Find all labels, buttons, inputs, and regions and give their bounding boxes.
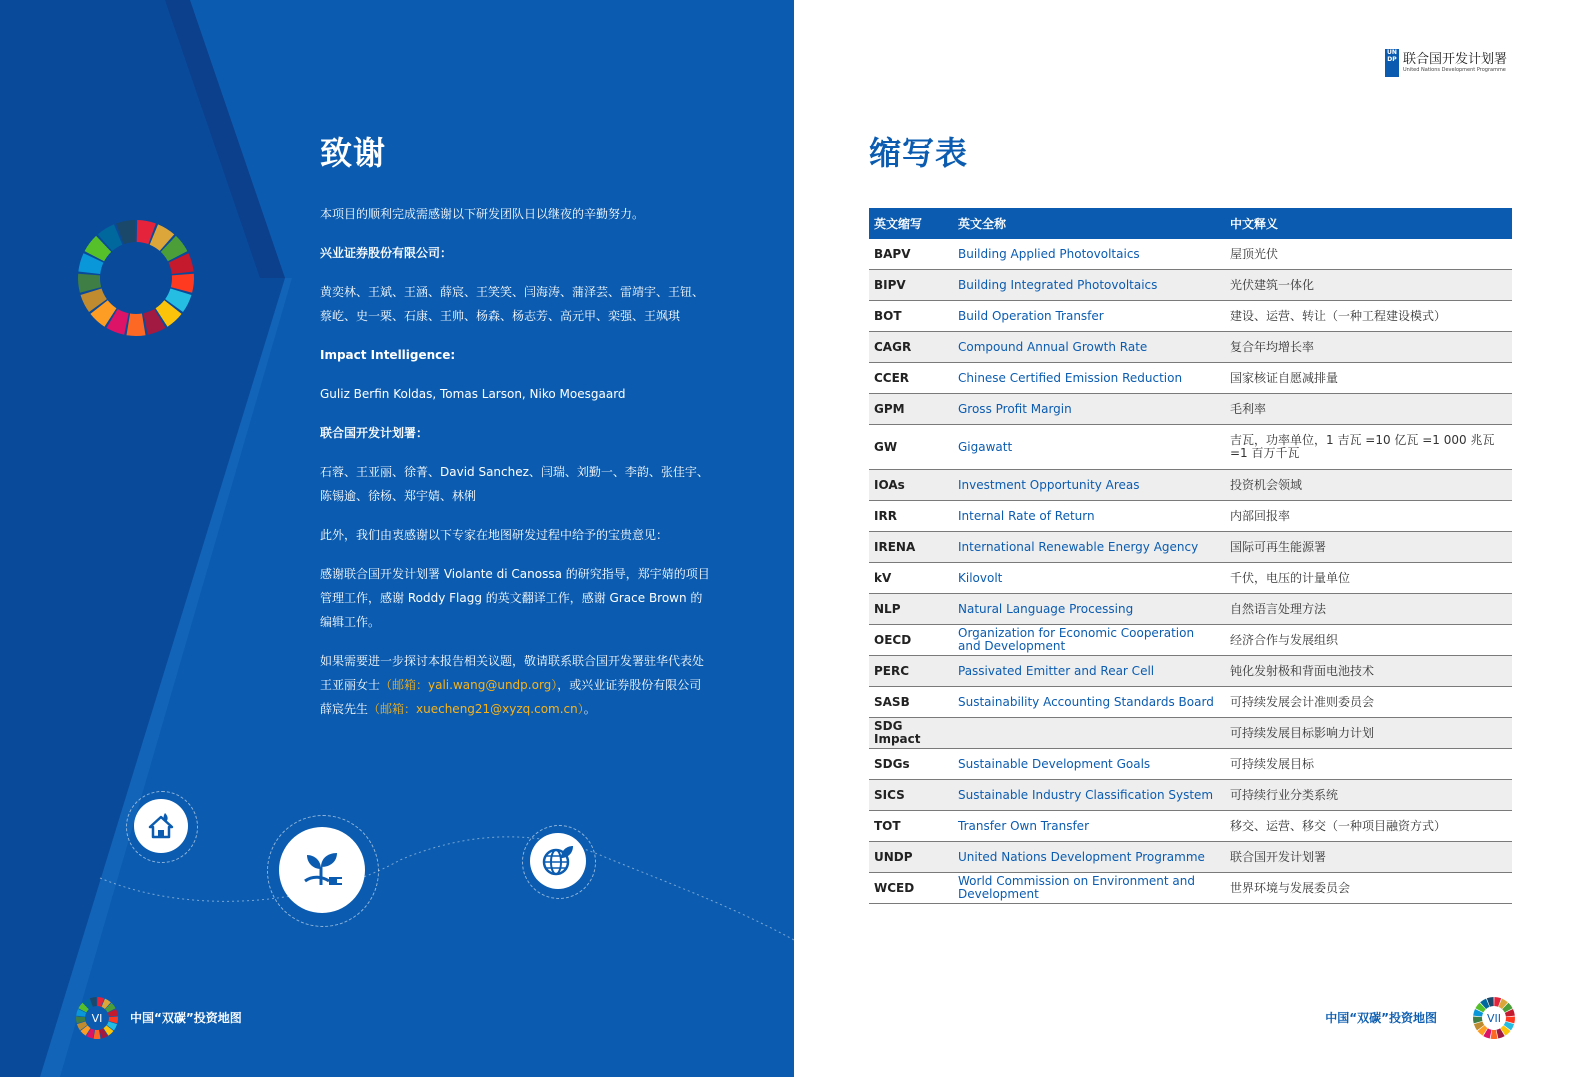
undp-logo-mark: UN DP [1385, 49, 1399, 77]
cell-full: Building Applied Photovoltaics [953, 239, 1225, 270]
cell-abbr: IRENA [869, 532, 953, 563]
cell-cn: 国家核证自愿减排量 [1225, 363, 1512, 394]
cell-cn: 可持续发展目标 [1225, 749, 1512, 780]
cell-abbr: NLP [869, 594, 953, 625]
cell-abbr: CCER [869, 363, 953, 394]
header-abbr: 英文缩写 [869, 208, 953, 239]
header-cn: 中文释义 [1225, 208, 1512, 239]
org2-label: Impact Intelligence: [320, 348, 456, 362]
table-row [869, 718, 1512, 749]
table-row [869, 563, 1512, 594]
contact-text [320, 649, 712, 721]
cell-full: Kilovolt [953, 563, 1225, 594]
cell-cn: 吉瓦，功率单位，1 吉瓦 =10 亿瓦 =1 000 兆瓦 =1 百万千瓦 [1225, 425, 1512, 470]
abbreviations-table [869, 208, 1512, 904]
contact-pre: 如果需要进一步探讨本报告相关议题，敬请联系联合国开发署驻华代表处王亚丽女士 [320, 654, 705, 692]
table-row [869, 811, 1512, 842]
cell-cn: 世界环境与发展委员会 [1225, 873, 1512, 904]
table-row [869, 842, 1512, 873]
cell-abbr: BOT [869, 301, 953, 332]
cell-cn: 毛利率 [1225, 394, 1512, 425]
cell-cn: 可持续行业分类系统 [1225, 780, 1512, 811]
sdg-wheel-icon [76, 218, 196, 338]
table-row [869, 425, 1512, 470]
cell-cn: 联合国开发计划署 [1225, 842, 1512, 873]
footer-title-left: 中国“双碳”投资地图 [130, 1011, 242, 1025]
header-full: 英文全称 [953, 208, 1225, 239]
cell-abbr: PERC [869, 656, 953, 687]
cell-abbr: SASB [869, 687, 953, 718]
contact-mid: ，或兴业证券股份有限公司薛宸先生 [320, 678, 702, 716]
page-wheel-right-icon [1472, 996, 1516, 1040]
cell-abbr: WCED [869, 873, 953, 904]
cell-full: Sustainable Development Goals [953, 749, 1225, 780]
cell-cn: 内部回报率 [1225, 501, 1512, 532]
undp-logo [1385, 49, 1507, 77]
cell-cn: 光伏建筑一体化 [1225, 270, 1512, 301]
cell-full: Compound Annual Growth Rate [953, 332, 1225, 363]
contact-end: 。 [583, 702, 596, 716]
page-wheel-left-icon [75, 996, 119, 1040]
contact-email-2[interactable]: （邮箱：xuecheng21@xyzq.com.cn） [368, 702, 584, 716]
abbreviations-title: 缩写表 [869, 134, 969, 172]
cell-full: Gigawatt [953, 425, 1225, 470]
cell-full: World Commission on Environment and Development [953, 873, 1225, 904]
table-row [869, 501, 1512, 532]
cell-abbr: UNDP [869, 842, 953, 873]
contact-email-1[interactable]: （邮箱：yali.wang@undp.org） [380, 678, 558, 692]
globe-leaf-icon [530, 833, 586, 889]
table-row [869, 656, 1512, 687]
cell-abbr: GW [869, 425, 953, 470]
table-row [869, 749, 1512, 780]
thanks-text: 感谢联合国开发计划署 Violante di Canossa 的研究指导，郑宇婧的项目管理工作，感谢 Roddy Flagg 的英文翻译工作，感谢 Grace Brown 的编辑工作。 [320, 567, 710, 629]
cell-cn: 国际可再生能源署 [1225, 532, 1512, 563]
table-row [869, 873, 1512, 904]
cell-full: Chinese Certified Emission Reduction [953, 363, 1225, 394]
table-row [869, 687, 1512, 718]
table-row [869, 394, 1512, 425]
table-row [869, 594, 1512, 625]
cell-cn: 建设、运营、转让（一种工程建设模式） [1225, 301, 1512, 332]
cell-cn: 复合年均增长率 [1225, 332, 1512, 363]
plant-plug-icon [279, 827, 365, 913]
cell-abbr: SICS [869, 780, 953, 811]
table-row [869, 363, 1512, 394]
cell-abbr: TOT [869, 811, 953, 842]
table-header-row [869, 208, 1512, 239]
cell-abbr: kV [869, 563, 953, 594]
cell-cn: 钝化发射极和背面电池技术 [1225, 656, 1512, 687]
intro-text: 本项目的顺利完成需感谢以下研发团队日以继夜的辛勤努力。 [320, 207, 645, 221]
org3-names: 石蓉、王亚丽、徐菁、David Sanchez、闫瑞、刘勤一、李韵、张佳宇、陈锡逾、徐杨、郑宇婧、林俐 [320, 465, 709, 503]
cell-full: Transfer Own Transfer [953, 811, 1225, 842]
table-row [869, 239, 1512, 270]
table-row [869, 532, 1512, 563]
cell-cn: 屋顶光伏 [1225, 239, 1512, 270]
cell-cn: 可持续发展会计准则委员会 [1225, 687, 1512, 718]
cell-abbr: GPM [869, 394, 953, 425]
cell-full: Investment Opportunity Areas [953, 470, 1225, 501]
cell-full: Sustainability Accounting Standards Board [953, 687, 1225, 718]
logo-cn-text: 联合国开发计划署 [1403, 52, 1508, 67]
org1-names: 黄奕林、王斌、王涵、薛宸、王笑笑、闫海涛、蒲泽芸、雷靖宇、王钮、蔡屹、史一栗、石康、王帅、杨森、杨志芳、高元甲、栾强、王飒琪 [320, 285, 705, 323]
table-row [869, 470, 1512, 501]
cell-full: Build Operation Transfer [953, 301, 1225, 332]
cell-abbr: CAGR [869, 332, 953, 363]
cell-full [953, 718, 1225, 749]
cell-abbr: IRR [869, 501, 953, 532]
experts-text: 此外，我们由衷感谢以下专家在地图研发过程中给予的宝贵意见： [320, 528, 669, 542]
page-number-left: VI [91, 1012, 103, 1025]
cell-cn: 投资机会领域 [1225, 470, 1512, 501]
acknowledgement-title: 致谢 [320, 134, 387, 172]
cell-abbr: BAPV [869, 239, 953, 270]
org3-label: 联合国开发计划署： [320, 426, 429, 440]
cell-cn: 经济合作与发展组织 [1225, 625, 1512, 656]
cell-cn: 千伏，电压的计量单位 [1225, 563, 1512, 594]
home-flame-icon [134, 799, 188, 853]
table-row [869, 780, 1512, 811]
cell-full: Natural Language Processing [953, 594, 1225, 625]
cell-full: International Renewable Energy Agency [953, 532, 1225, 563]
cell-abbr: OECD [869, 625, 953, 656]
org1-label: 兴业证券股份有限公司： [320, 246, 453, 260]
table-row [869, 270, 1512, 301]
cell-full: Internal Rate of Return [953, 501, 1225, 532]
table-row [869, 625, 1512, 656]
page-number-right: VII [1486, 1012, 1502, 1025]
cell-full: Sustainable Industry Classification System [953, 780, 1225, 811]
cell-full: Passivated Emitter and Rear Cell [953, 656, 1225, 687]
cell-full: Organization for Economic Cooperation and Development [953, 625, 1225, 656]
cell-abbr: SDG Impact [869, 718, 953, 749]
cell-cn: 移交、运营、移交（一种项目融资方式） [1225, 811, 1512, 842]
cell-full: United Nations Development Programme [953, 842, 1225, 873]
cell-full: Building Integrated Photovoltaics [953, 270, 1225, 301]
cell-cn: 自然语言处理方法 [1225, 594, 1512, 625]
cell-full: Gross Profit Margin [953, 394, 1225, 425]
org2-names: Guliz Berfin Koldas, Tomas Larson, Niko Moesgaard [320, 387, 626, 401]
table-row [869, 301, 1512, 332]
logo-en-text: United Nations Development Programme [1403, 67, 1506, 73]
cell-abbr: SDGs [869, 749, 953, 780]
cell-abbr: IOAs [869, 470, 953, 501]
footer-title-right: 中国“双碳”投资地图 [1325, 1011, 1437, 1025]
cell-abbr: BIPV [869, 270, 953, 301]
cell-cn: 可持续发展目标影响力计划 [1225, 718, 1512, 749]
table-row [869, 332, 1512, 363]
